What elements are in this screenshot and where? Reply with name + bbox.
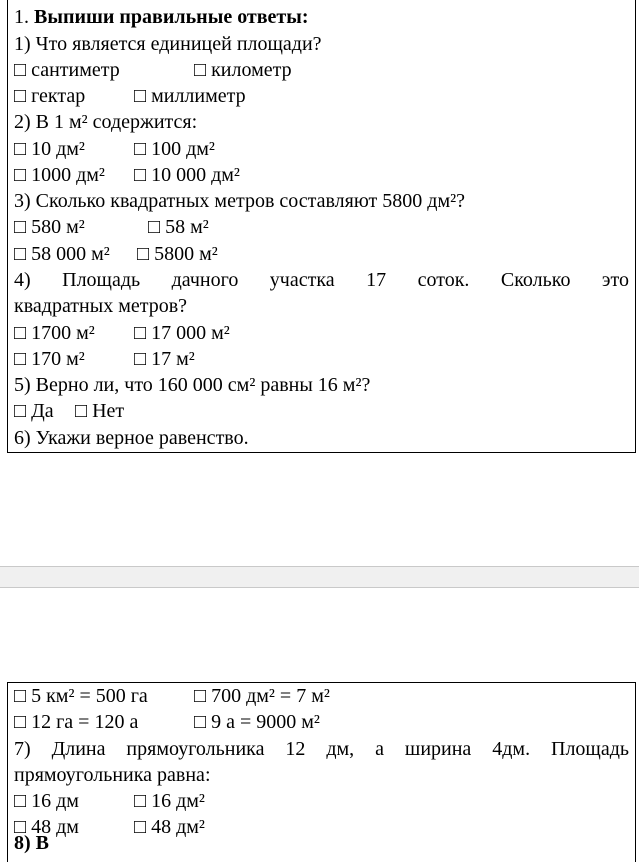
page-break-divider (0, 566, 639, 588)
question-2-options-row-1 (14, 136, 629, 162)
option-checkbox[interactable]: □ 48 дм (14, 816, 79, 838)
option-checkbox[interactable]: □ 700 дм² = 7 м² (194, 685, 330, 707)
question-1: 1) Что является единицей площади? (14, 33, 322, 55)
question-5-options (14, 398, 629, 424)
option-checkbox[interactable]: □ 9 а = 9000 м² (194, 711, 320, 733)
question-6-options-row-1 (14, 683, 629, 709)
question-1-options-row-2 (14, 83, 629, 109)
option-checkbox[interactable]: □ 5800 м² (137, 243, 218, 265)
question-2: 2) В 1 м² содержится: (14, 111, 198, 133)
task-heading (14, 4, 629, 30)
question-3: 3) Сколько квадратных метров составляют 5800 дм²? (14, 190, 465, 212)
option-checkbox[interactable]: □ Да (14, 400, 54, 422)
option-checkbox[interactable]: □ Нет (75, 400, 125, 422)
option-checkbox[interactable]: □ 100 дм² (134, 138, 215, 160)
option-checkbox[interactable]: □ сантиметр (14, 59, 120, 81)
option-checkbox[interactable]: □ 16 дм² (134, 790, 205, 812)
option-checkbox[interactable]: □ 5 км² = 500 га (14, 685, 148, 707)
question-2-options-row-2 (14, 162, 629, 188)
option-checkbox[interactable]: □ 17 м² (134, 348, 195, 370)
option-checkbox[interactable]: □ 580 м² (14, 216, 85, 238)
question-4-line-1: 4) Площадь дачного участка 17 соток. Сколько это (14, 269, 629, 291)
question-4-options-row-2 (14, 346, 629, 372)
question-3-options-row-2 (14, 241, 629, 267)
question-6: 6) Укажи верное равенство. (14, 427, 249, 449)
option-checkbox[interactable]: □ километр (194, 59, 292, 81)
worksheet-page-top (7, 0, 636, 453)
option-checkbox[interactable]: □ 58 м² (148, 216, 209, 238)
question-7-line-2: прямоугольника равна: (14, 764, 211, 786)
worksheet-page-bottom (7, 682, 636, 862)
question-1-options-row-1 (14, 57, 629, 83)
option-checkbox[interactable]: □ 170 м² (14, 348, 85, 370)
option-checkbox[interactable]: □ 1000 дм² (14, 164, 105, 186)
question-6-options-row-2 (14, 709, 629, 735)
option-checkbox[interactable]: □ 10 000 дм² (134, 164, 240, 186)
option-checkbox[interactable]: □ 10 дм² (14, 138, 85, 160)
question-3-options-row-1 (14, 214, 629, 240)
task-number: 1. (14, 6, 29, 28)
question-5: 5) Верно ли, что 160 000 см² равны 16 м²? (14, 374, 371, 396)
option-checkbox[interactable]: □ миллиметр (134, 85, 246, 107)
task-title: Выпиши правильные ответы: (34, 6, 309, 28)
question-4-options-row-1 (14, 320, 629, 346)
question-4-line-2: квадратных метров? (14, 295, 188, 317)
option-checkbox[interactable]: □ 1700 м² (14, 322, 95, 344)
question-7-line-1: 7) Длина прямоугольника 12 дм, а ширина 4дм. Площадь (14, 738, 629, 760)
option-checkbox[interactable]: □ 58 000 м² (14, 243, 110, 265)
option-checkbox[interactable]: □ 12 га = 120 а (14, 711, 139, 733)
option-checkbox[interactable]: □ гектар (14, 85, 86, 107)
question-7-options-row-1 (14, 788, 629, 814)
option-checkbox[interactable]: □ 16 дм (14, 790, 79, 812)
question-8-cut-off: 8) В (14, 832, 49, 854)
option-checkbox[interactable]: □ 48 дм² (134, 816, 205, 838)
option-checkbox[interactable]: □ 17 000 м² (134, 322, 230, 344)
